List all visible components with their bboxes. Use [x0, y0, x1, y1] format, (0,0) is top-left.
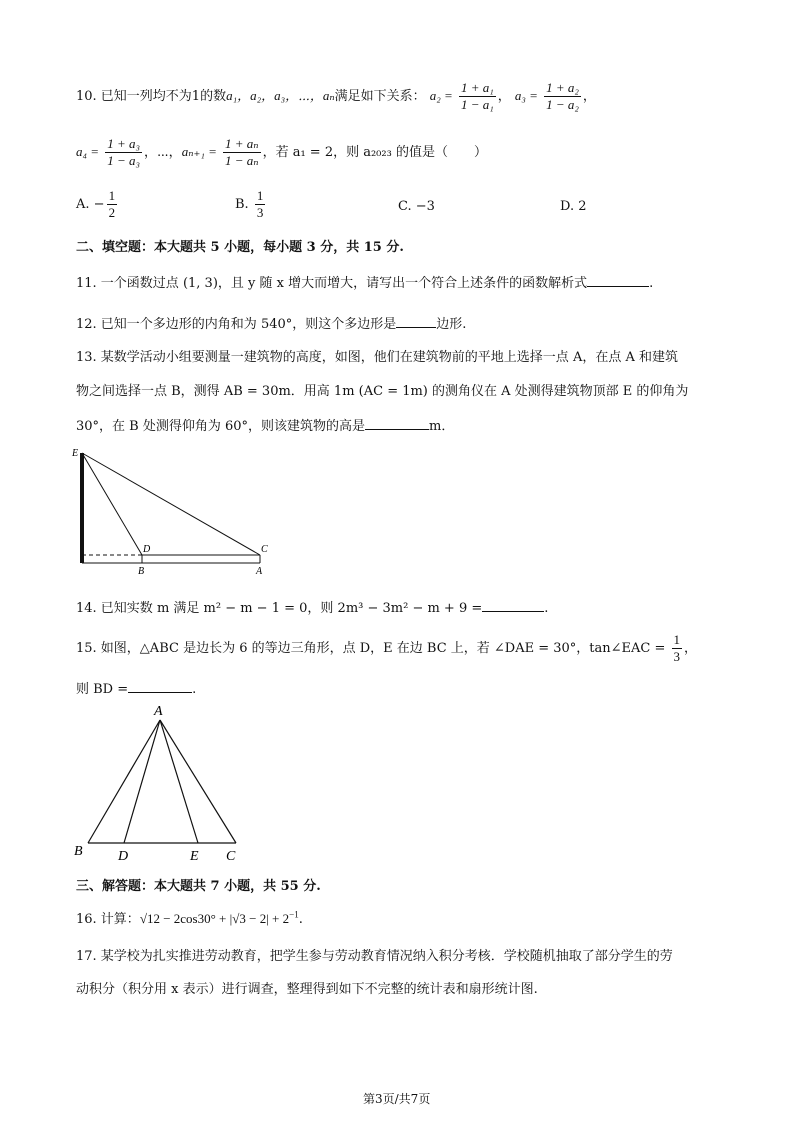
q10-option-a-den: 2 — [108, 205, 116, 220]
q13-blank — [365, 417, 429, 430]
q11-text: 11. 一个函数过点 (1, 3)，且 y 随 x 增大而增大，请写出一个符合上述条件的函数解析式 — [76, 276, 588, 291]
q13-label-C: C — [261, 544, 268, 555]
q11-blank — [587, 274, 649, 287]
q10-intro: 10. 已知一列均不为1的数 — [76, 89, 227, 104]
q10-line2 — [76, 136, 487, 169]
q10-a2-fraction — [459, 80, 496, 113]
q15-blank — [128, 680, 192, 693]
q10-option-b-fraction — [255, 188, 266, 221]
q10-an1-num: 1 + aₙ — [225, 136, 259, 151]
q15-frac-den: 3 — [673, 649, 681, 664]
q10-option-b-label: B. — [235, 197, 249, 212]
q13-line3-end: m． — [429, 419, 455, 434]
q15-segment-AE — [160, 720, 198, 843]
q15-frac-num: 1 — [673, 632, 681, 647]
q15-line2-text: 则 BD = — [76, 682, 129, 697]
q10-option-c: C. −3 — [398, 199, 435, 214]
q14-text: 14. 已知实数 m 满足 m² − m − 1 = 0，则 2m³ − 3m² − m + 9 = — [76, 601, 483, 616]
q13-line-EC — [82, 453, 260, 555]
q10-a3-den: 1 − a₂ — [546, 97, 579, 112]
q15-line2-end: . — [192, 682, 197, 697]
q11 — [76, 272, 653, 291]
q10-sequence: a₁，a₂，a₃，⋯，aₙ — [226, 88, 335, 103]
q10-line1: 10. 已知一列均不为1的数a₁，a₂，a₃，⋯，aₙ满足如下关系： a₂ = $\frac{\text{1 + a₁}}{\text{1 − a₁}}$ ， a₃ = $\frac{\text{1 + a₂}}{\text{1 − a₂}}$ ， — [76, 80, 596, 112]
q10-a3-num: 1 + a₂ — [546, 80, 579, 95]
q13-line1: 13. 某数学活动小组要测量一建筑物的高度，如图，他们在建筑物前的平地上选择一点 A，在点 A 和建筑 — [76, 350, 678, 365]
q10-dots: ，⋯， — [143, 145, 182, 160]
section2-title: 二、填空题：本大题共 5 小题，每小题 3 分，共 15 分. — [76, 240, 404, 255]
q12-text: 12. 已知一个多边形的内角和为 540°，则这个多边形是 — [76, 317, 397, 332]
q10-a2-num: 1 + a₁ — [460, 80, 494, 95]
q13-figure — [70, 445, 280, 575]
q10-a3-fraction — [544, 80, 581, 113]
q10-an1-lhs: aₙ₊₁ = — [181, 144, 217, 159]
q15-line1-text: 15. 如图，△ABC 是边长为 6 的等边三角形，点 D，E 在边 BC 上，若 ∠DAE = 30°，tan∠EAC = — [76, 641, 666, 656]
q13-label-D: D — [143, 544, 151, 555]
q13-line3 — [76, 415, 454, 434]
q10-option-b-num: 1 — [256, 188, 264, 203]
q17-line1: 17. 某学校为扎实推进劳动教育，把学生参与劳动教育情况纳入积分考核．学校随机抽取了部分学生的劳 — [76, 949, 673, 964]
q15-frac-end: ， — [684, 641, 698, 656]
q10-a2-lhs: a₂ = — [429, 88, 453, 103]
section3-title: 三、解答题：本大题共 7 小题，共 55 分. — [76, 879, 321, 894]
page-footer: 第3页/共7页 — [363, 1092, 431, 1106]
q14-end: . — [544, 601, 549, 616]
q15-side-AB — [88, 720, 160, 843]
q12-blank — [396, 315, 436, 328]
q12-end: 边形. — [436, 317, 467, 332]
q10-option-a-label: A. — [76, 197, 90, 212]
q16-exponent: −1 — [289, 909, 299, 920]
q13-line3-text: 30°，在 B 处测得仰角为 60°，则该建筑物的高是 — [76, 419, 366, 434]
q16-label: 16. 计算： — [76, 912, 140, 927]
q16 — [76, 908, 303, 927]
q15-side-AC — [160, 720, 236, 843]
q10-option-a — [76, 188, 119, 221]
q15-label-D: D — [118, 849, 129, 864]
q13-line-ED — [82, 453, 142, 555]
q15-label-B: B — [74, 844, 83, 859]
q15-segment-AD — [124, 720, 160, 843]
q13-label-E: E — [72, 448, 79, 459]
q14 — [76, 597, 548, 616]
q12 — [76, 313, 466, 332]
q10-condition: ，若 a₁ = 2，则 a₂₀₂₃ 的值是（ ） — [262, 145, 487, 160]
q10-a4-den: 1 − a₃ — [107, 153, 140, 168]
q11-end: . — [649, 276, 654, 291]
q15-line1 — [76, 632, 697, 665]
q10-option-b — [235, 188, 267, 221]
q15-tan-fraction — [672, 632, 683, 665]
q17-line2: 动积分（积分用 x 表示）进行调查，整理得到如下不完整的统计表和扇形统计图. — [76, 982, 538, 997]
q16-end: . — [298, 912, 303, 927]
q13-line2: 物之间选择一点 B，测得 AB = 30m．用高 1m (AC = 1m) 的测角仪在 A 处测得建筑物顶部 E 的仰角为 — [76, 384, 689, 399]
q16-expression: √12 − 2cos30° + |√3 − 2| + 2 — [139, 911, 290, 926]
q13-label-A: A — [256, 566, 263, 575]
q10-option-b-den: 3 — [256, 205, 264, 220]
q15-figure — [68, 700, 258, 868]
q10-a4-lhs: a₄ = — [76, 144, 100, 159]
q15-label-A: A — [154, 704, 163, 719]
q14-blank — [482, 599, 544, 612]
q10-a4-fraction — [105, 136, 142, 169]
q15-label-E: E — [190, 849, 199, 864]
q10-an1-fraction — [223, 136, 261, 169]
q10-option-a-fraction — [107, 188, 118, 221]
q10-an1-den: 1 − aₙ — [225, 153, 259, 168]
q10-option-a-num: 1 — [108, 188, 116, 203]
q10-a2-den: 1 − a₁ — [460, 97, 494, 112]
q10-relation-text: 满足如下关系： — [334, 89, 426, 104]
q10-option-d: D. 2 — [560, 199, 587, 214]
q13-label-B: B — [138, 566, 145, 575]
q10-option-a-sign: − — [93, 197, 105, 212]
q10-a3-lhs: a₃ = — [514, 88, 538, 103]
q15-label-C: C — [226, 849, 236, 864]
q10-a4-num: 1 + a₃ — [107, 136, 140, 151]
q15-line2 — [76, 678, 196, 697]
